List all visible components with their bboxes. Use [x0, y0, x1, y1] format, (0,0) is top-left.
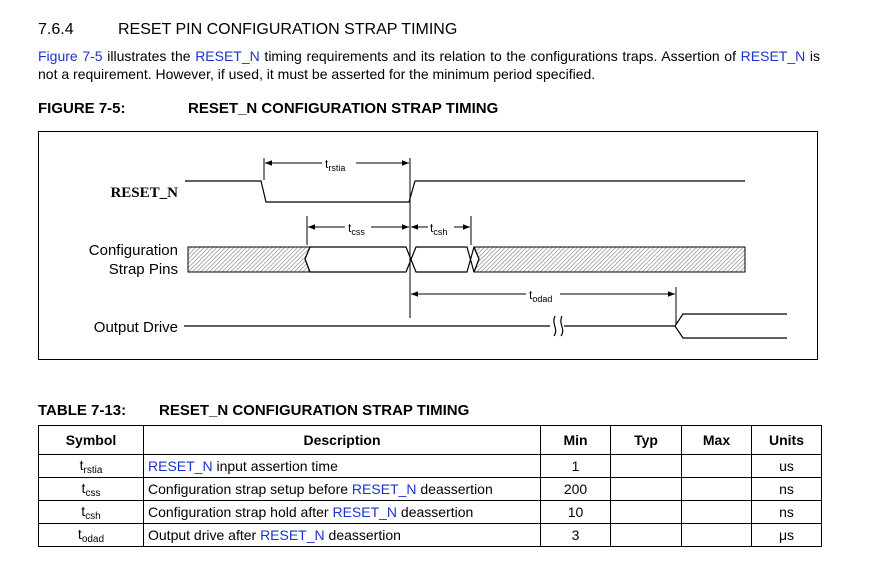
- typ-cell: [611, 455, 682, 478]
- figure-heading: [38, 100, 498, 117]
- figure-label: FIGURE 7-5:: [38, 100, 126, 117]
- header-description: Description: [144, 426, 541, 455]
- min-cell: 3: [541, 524, 611, 547]
- header-typ: Typ: [611, 426, 682, 455]
- table-row: [39, 501, 822, 524]
- max-cell: [682, 478, 752, 501]
- symbol-cell: $t_{csh}$: [39, 501, 144, 524]
- min-cell: 10: [541, 501, 611, 524]
- reset-link-2[interactable]: RESET_N: [740, 48, 806, 64]
- units-cell: μs: [752, 524, 822, 547]
- reset-link-1[interactable]: RESET_N: [195, 48, 260, 64]
- config-signal-label-2: Strap Pins: [108, 261, 178, 278]
- typ-cell: [611, 478, 682, 501]
- min-cell: 200: [541, 478, 611, 501]
- section-number: 7.6.4: [38, 21, 74, 38]
- symbol-cell: $t_{odad}$: [39, 524, 144, 547]
- paragraph-text-2: timing requirements and its relation to the configurations traps. Assertion of: [259, 48, 741, 64]
- table-row: [39, 524, 822, 547]
- units-cell: ns: [752, 501, 822, 524]
- min-cell: 1: [541, 455, 611, 478]
- table-title: RESET_N CONFIGURATION STRAP TIMING: [159, 402, 470, 419]
- reset-link[interactable]: RESET_N: [260, 527, 325, 543]
- header-min: Min: [541, 426, 611, 455]
- typ-cell: [611, 524, 682, 547]
- symbol-cell: $t_{css}$: [39, 478, 144, 501]
- max-cell: [682, 524, 752, 547]
- description-cell: Configuration strap hold after RESET_N deassertion: [144, 501, 541, 524]
- units-cell: us: [752, 455, 822, 478]
- symbol-cell: $t_{rstia}$: [39, 455, 144, 478]
- reset-signal-label: RESET_N: [110, 185, 178, 201]
- tcss-label: $t_{css}$: [348, 221, 365, 237]
- header-max: Max: [682, 426, 752, 455]
- tcsh-label: $t_{csh}$: [430, 221, 448, 237]
- figure-link[interactable]: Figure 7-5: [38, 48, 103, 64]
- section-heading: [38, 21, 457, 39]
- reset-link[interactable]: RESET_N: [148, 458, 213, 474]
- table-row: [39, 455, 822, 478]
- header-symbol: Symbol: [39, 426, 144, 455]
- units-cell: ns: [752, 478, 822, 501]
- timing-reference-lines: [264, 158, 676, 325]
- timing-diagram: [39, 132, 819, 361]
- table-header-row: [39, 426, 822, 455]
- description-cell: Configuration strap setup before RESET_N deassertion: [144, 478, 541, 501]
- paragraph-text-1: illustrates the: [102, 48, 196, 64]
- timing-table: [38, 425, 822, 547]
- reset-waveform: [185, 181, 745, 202]
- paragraph-text-3: is not a requirement. However, if used, it must be asserted for the minimum period specified.: [38, 48, 821, 82]
- typ-cell: [611, 501, 682, 524]
- table-heading: [38, 402, 469, 419]
- output-drive-waveform: [184, 314, 787, 338]
- todad-label: $t_{odad}$: [529, 288, 553, 304]
- max-cell: [682, 501, 752, 524]
- intro-paragraph: [38, 47, 820, 83]
- header-units: Units: [752, 426, 822, 455]
- max-cell: [682, 455, 752, 478]
- description-cell: Output drive after RESET_N deassertion: [144, 524, 541, 547]
- description-cell: RESET_N input assertion time: [144, 455, 541, 478]
- config-strap-waveform: [188, 247, 745, 272]
- table-label: TABLE 7-13:: [38, 402, 127, 419]
- trstia-label: $t_{rstia}$: [325, 157, 346, 173]
- table-row: [39, 478, 822, 501]
- reset-link[interactable]: RESET_N: [351, 481, 417, 497]
- reset-link[interactable]: RESET_N: [332, 504, 398, 520]
- output-signal-label: Output Drive: [93, 319, 178, 336]
- section-title: RESET PIN CONFIGURATION STRAP TIMING: [118, 21, 458, 38]
- figure-title: RESET_N CONFIGURATION STRAP TIMING: [188, 100, 499, 117]
- config-signal-label-1: Configuration: [88, 242, 178, 259]
- timing-diagram-frame: [38, 131, 818, 360]
